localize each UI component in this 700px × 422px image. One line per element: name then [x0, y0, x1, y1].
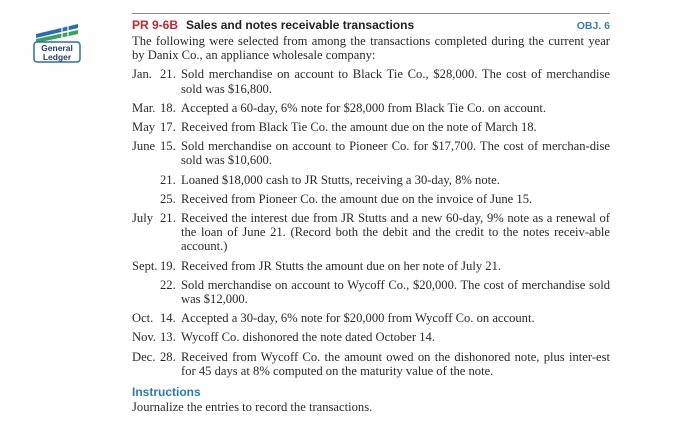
transaction-entry [132, 192, 610, 206]
entry-text: Received from Pioneer Co. the amount due on the invoice of June 15. [181, 191, 533, 206]
problem-title: Sales and notes receivable transactions [186, 18, 415, 32]
entry-month: July [132, 211, 153, 226]
entry-day: 21. [160, 67, 176, 82]
transaction-entry [132, 330, 610, 344]
entry-text: Wycoff Co. dishonored the note dated October 14. [181, 330, 435, 345]
problem-number: PR 9-6B [132, 18, 179, 32]
entry-text: Sold merchandise on account to Black Tie Co., $28,000. The cost of merchandise sold was $16,800. [181, 67, 610, 96]
entry-month: Dec. [132, 349, 156, 364]
transaction-entry [132, 173, 610, 187]
entry-text: Loaned $18,000 cash to JR Stutts, receiving a 30-day, 8% note. [181, 172, 500, 187]
entry-month: Oct. [132, 311, 154, 326]
transaction-entry [132, 67, 610, 95]
transaction-entry [132, 120, 610, 134]
entry-day: 25. [160, 191, 176, 206]
entry-text: Sold merchandise on account to Wycoff Co., $20,000. The cost of merchandise sold was $12,000. [181, 277, 610, 307]
entry-day: 21. [160, 211, 176, 226]
entry-text: Sold merchandise on account to Pioneer Co. for $17,700. The cost of merchan-dise sold was $10,600. [181, 139, 610, 168]
transaction-entry [132, 311, 610, 325]
entry-month [132, 173, 160, 187]
svg-text:Ledger: Ledger [42, 52, 72, 62]
entry-month: Jan. [132, 67, 152, 82]
entry-text: Received from Wycoff Co. the amount owed on the dishonored note, plus inter-est for 45 days at 8% computed on the maturity value of the note. [181, 349, 610, 378]
entry-month: May [132, 120, 156, 135]
entry-day: 13. [160, 330, 176, 345]
entry-day: 22. [160, 277, 176, 292]
transaction-entry [132, 259, 610, 273]
objective-label: OBJ. 6 [576, 20, 610, 32]
transaction-entry [132, 278, 610, 306]
entry-day: 21. [160, 172, 176, 187]
transaction-entry [132, 211, 610, 254]
entry-text: Accepted a 30-day, 6% note for $20,000 from Wycoff Co. on account. [181, 311, 535, 326]
entry-month [132, 192, 160, 206]
transaction-entry [132, 101, 610, 115]
problem-body [132, 34, 610, 414]
transaction-entry [132, 350, 610, 378]
entry-month: Mar. [132, 100, 156, 115]
entry-day: 15. [160, 139, 176, 154]
entry-text: Received from JR Stutts the amount due on her note of July 21. [181, 258, 502, 273]
problem-header [132, 18, 610, 32]
entry-text: Received the interest due from JR Stutts and a new 60-day, 9% note as a renewal of the loan of June 21. (Record both the debit and the credit to the notes receiv-able account.) [181, 211, 610, 254]
entry-text: Accepted a 60-day, 6% note for $28,000 from Black Tie Co. on account. [181, 100, 547, 115]
entry-month: Sept. [132, 258, 158, 273]
transaction-entry [132, 139, 610, 167]
entry-day: 19. [160, 258, 176, 273]
instructions-heading: Instructions [132, 385, 201, 400]
instructions-text: Journalize the entries to record the transactions. [132, 400, 373, 415]
transaction-list [132, 67, 610, 378]
header-rule [132, 13, 610, 14]
entry-text: Received from Black Tie Co. the amount due on the note of March 18. [181, 120, 537, 135]
entry-day: 14. [160, 311, 176, 326]
svg-text:General: General [41, 43, 73, 53]
intro-text: The following were selected from among the transactions completed during the current year by Danix Co., an appliance wholesale company: [132, 34, 610, 63]
entry-month: Nov. [132, 330, 157, 345]
entry-month: June [132, 139, 156, 154]
entry-day: 18. [160, 100, 176, 115]
entry-month [132, 278, 160, 306]
entry-day: 17. [160, 120, 176, 135]
general-ledger-logo [32, 20, 82, 64]
entry-day: 28. [160, 349, 176, 364]
